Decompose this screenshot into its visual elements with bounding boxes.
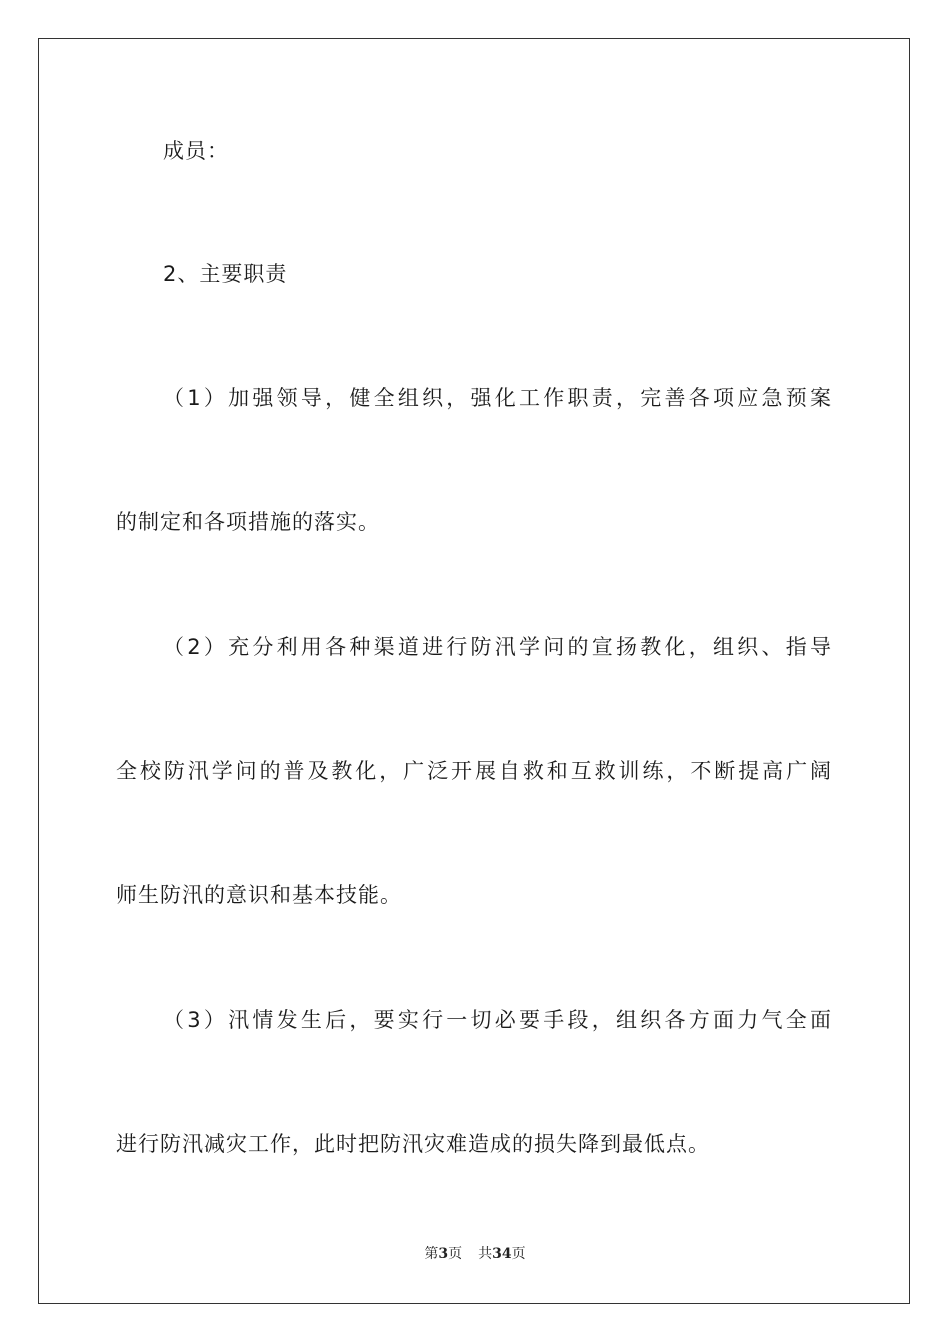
duty-3-line-2: 进行防汛减灾工作，此时把防汛灾难造成的损失降到最低点。 (116, 1132, 710, 1156)
footer-page-suffix: 页 (448, 1246, 463, 1262)
footer-total-pages: 34 (492, 1246, 512, 1262)
duty-1-line-1: （1）加强领导，健全组织，强化工作职责，完善各项应急预案 (163, 386, 832, 410)
duty-2-line-2: 全校防汛学问的普及教化，广泛开展自救和互救训练，不断提高广阔 (116, 759, 832, 783)
members-label: 成员： (163, 139, 229, 163)
page-border (38, 38, 910, 1304)
duty-2-line-1: （2）充分利用各种渠道进行防汛学问的宣扬教化，组织、指导 (163, 635, 832, 659)
footer-page-number: 3 (438, 1246, 449, 1262)
page-footer (0, 1244, 950, 1264)
footer-total-prefix: 共 (478, 1246, 493, 1262)
section-heading-main-duties: 2、主要职责 (163, 262, 288, 286)
footer-total-suffix: 页 (511, 1246, 526, 1262)
duty-2-line-3: 师生防汛的意识和基本技能。 (116, 883, 402, 907)
footer-page-prefix: 第 (424, 1246, 439, 1262)
duty-1-line-2: 的制定和各项措施的落实。 (116, 510, 380, 534)
duty-3-line-1: （3）汛情发生后，要实行一切必要手段，组织各方面力气全面 (163, 1008, 832, 1032)
